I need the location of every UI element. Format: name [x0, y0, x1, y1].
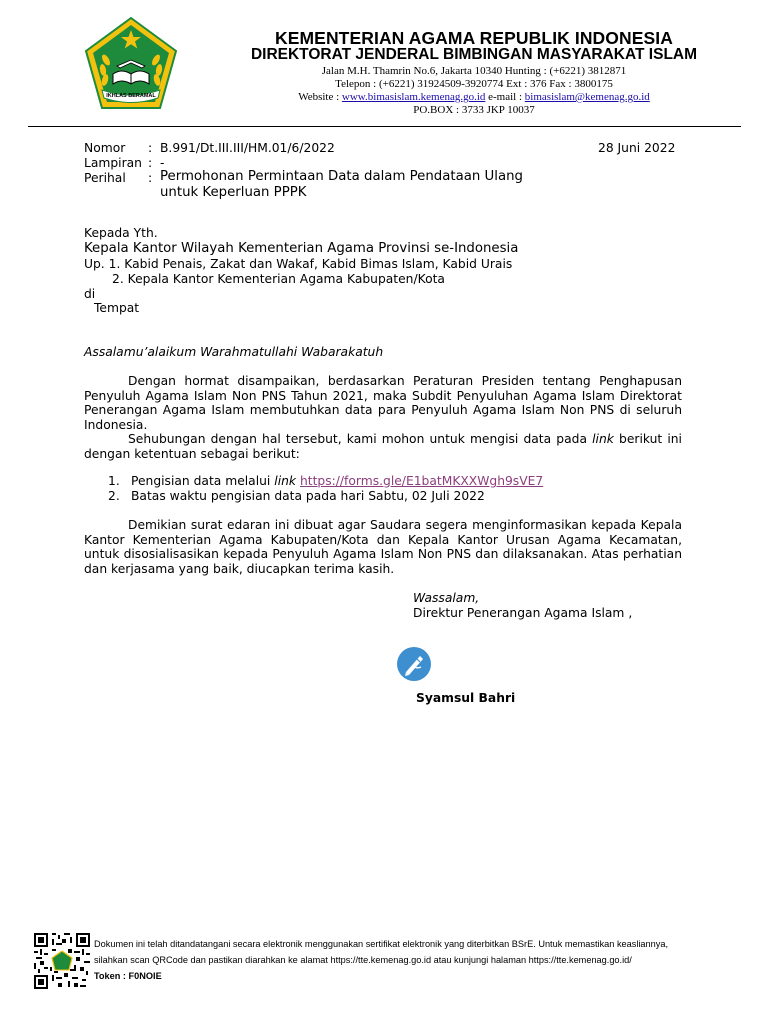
list-item-1 [131, 474, 543, 489]
list-item-1-text: Pengisian data melalui [131, 474, 271, 488]
logo-motto: IKHLAS BERAMAL [106, 93, 156, 99]
paragraph-1-text: Dengan hormat disampaikan, berdasarkan Peraturan Presiden tentang Penghapusan Penyuluh Agama Islam Non PNS Tahun 2021, maka Subdit Penyuluhan Agama Islam Direktorat Penerangan Agama Islam membutuhkan data para Penyuluh Agama Islam Non PNS di seluruh Indonesia. [84, 374, 682, 432]
email-label: e-mail : [488, 91, 523, 103]
closing-wassalam: Wassalam, [413, 591, 480, 605]
nomor-label: Nomor [84, 141, 126, 155]
footer-notice-line-1: Dokumen ini telah ditandatangani secara elektronik menggunakan sertifikat elektronik yang diterbitkan BSrE. Untuk memastikan keasliannya, [94, 939, 669, 949]
paragraph-3 [84, 518, 682, 576]
paragraph-2-part-b: berikut ini dengan ketentuan sebagai berikut: [84, 432, 682, 461]
nomor-value: B.991/Dt.III.III/HM.01/6/2022 [160, 141, 335, 155]
list-item-2-number: 2. [108, 489, 120, 503]
footer-notice-line-2: silahkan scan QRCode dan pastikan diarahkan ke alamat https://tte.kemenag.go.id atau kunjungi halaman https://tte.kemenag.go.id/ [94, 955, 632, 965]
paragraph-1 [84, 374, 682, 432]
paragraph-2-link-word: link [592, 432, 614, 446]
kementerian-agama-emblem-icon [80, 14, 182, 116]
paragraph-3-text: Demikian surat edaran ini dibuat agar Saudara segera menginformasikan kepada Kepala Kantor Kementerian Agama Kabupaten/Kota dan Kepala Kantor Urusan Agama Kecamatan, untuk disosialisasikan kepada Penyuluh Agama Islam Non PNS dan dilaksanakan. Atas perhatian dan kerjasama yang baik, diucapkan terima kasih. [84, 518, 682, 576]
ministry-name: KEMENTERIAN AGAMA REPUBLIK INDONESIA [274, 28, 673, 48]
directorate-name: DIREKTORAT JENDERAL BIMBINGAN MASYARAKAT ISLAM [250, 46, 698, 63]
letterhead-divider [28, 126, 741, 127]
perihal-line-2: untuk Keperluan PPPK [160, 185, 307, 200]
po-box: PO.BOX : 3733 JKP 10037 [413, 104, 535, 116]
recipient-greeting: Kepada Yth. [84, 226, 158, 240]
signatory-title: Direktur Penerangan Agama Islam , [413, 606, 633, 620]
google-form-link[interactable]: https://forms.gle/E1batMKXXWgh9sVE7 [299, 474, 544, 488]
lampiran-label: Lampiran [84, 156, 142, 170]
digital-signature-pen-icon [395, 645, 433, 683]
paragraph-2-part-a: Sehubungan dengan hal tersebut, kami mohon untuk mengisi data pada [128, 432, 587, 446]
website-link[interactable]: www.bimasislam.kemenag.go.id [341, 91, 486, 103]
qr-code-icon [34, 933, 90, 989]
office-telephone: Telepon : (+6221) 31924509-3920774 Ext : 376 Fax : 3800175 [335, 78, 613, 90]
signatory-name: Syamsul Bahri [416, 691, 516, 705]
recipient-tempat: Tempat [94, 301, 140, 315]
lampiran-colon: : [148, 156, 153, 170]
office-address: Jalan M.H. Thamrin No.6, Jakarta 10340 Hunting : (+6221) 3812871 [321, 65, 627, 77]
opening-salam: Assalamu’alaikum Warahmatullahi Wabarakatuh [84, 345, 384, 359]
nomor-colon: : [148, 141, 153, 155]
list-item-2-text: Batas waktu pengisian data pada hari Sabtu, 02 Juli 2022 [131, 489, 485, 503]
list-item-1-number: 1. [108, 474, 120, 488]
letter-date: 28 Juni 2022 [598, 141, 676, 155]
lampiran-value: - [160, 156, 165, 170]
recipient-up-2: 2. Kepala Kantor Kementerian Agama Kabupaten/Kota [112, 272, 445, 286]
perihal-line-1: Permohonan Permintaan Data dalam Pendataan Ulang [160, 169, 523, 184]
perihal-colon: : [148, 171, 153, 185]
website-label: Website : [298, 91, 340, 103]
recipient-main: Kepala Kantor Wilayah Kementerian Agama Provinsi se-Indonesia [84, 241, 519, 256]
list-item-1-link-word: link [274, 474, 297, 488]
recipient-up-1: Up. 1. Kabid Penais, Zakat dan Wakaf, Kabid Bimas Islam, Kabid Urais [84, 257, 513, 271]
paragraph-2-text [84, 432, 682, 461]
recipient-di: di [84, 287, 96, 301]
footer-token: Token : F0NOIE [94, 971, 162, 981]
email-link[interactable]: bimasislam@kemenag.go.id [524, 91, 650, 103]
perihal-label: Perihal [84, 171, 126, 185]
contact-line [200, 91, 748, 104]
paragraph-2 [84, 432, 682, 461]
kemenag-logo [80, 14, 182, 116]
